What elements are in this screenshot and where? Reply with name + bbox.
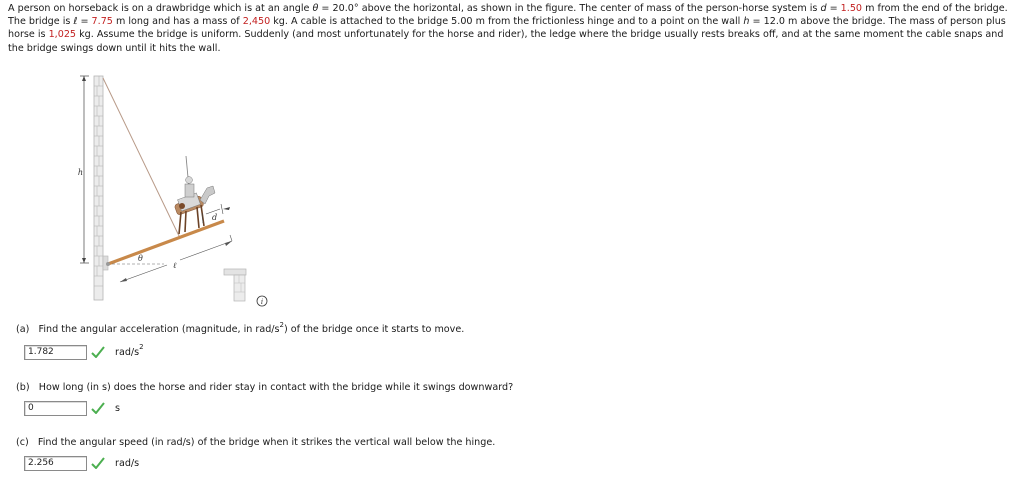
right-ledge <box>224 269 246 301</box>
cable <box>103 78 180 238</box>
bridge <box>106 221 224 266</box>
left-wall <box>94 76 108 300</box>
answer-input-c[interactable]: 2.256 <box>24 456 87 471</box>
answer-input-b[interactable]: 0 <box>24 401 87 416</box>
info-icon[interactable] <box>257 296 267 306</box>
label-theta: θ <box>138 254 143 263</box>
d-symbol: d <box>820 3 827 14</box>
check-icon <box>91 346 105 358</box>
height-dimension <box>78 76 89 263</box>
l-symbol: ℓ <box>73 16 78 28</box>
part-c-answer-row <box>24 455 139 471</box>
theta-symbol: θ <box>312 3 319 14</box>
horse-mass-value: 1,025 <box>48 29 77 41</box>
mass-value: 2,450 <box>242 16 271 28</box>
d-value: 1.50 <box>840 3 863 14</box>
problem-statement: A person on horseback is on a drawbridge which is at an angle θ = 20.0° above the horizontal, as shown in the figure. The center of mass of the person-horse system is d = 1.50 m from the end of the bridge. The bridge is ℓ = 7.75 m long and has a mass of 2,450 kg. A cable is attached to the bridge 5.00 m from the frictionless hinge and to a point on the wall h = 12.0 m above the bridge. The mass of person plus horse is 1,025 kg. Assume the bridge is uniform. Suddenly (and most unfortunately for the horse and rider), the ledge where the bridge usually rests breaks off, and at the same moment the cable snaps and the bridge swings down until it hits the wall. <box>8 3 1008 54</box>
h-symbol: h <box>743 16 750 28</box>
d-dimension <box>202 204 230 223</box>
part-c-question: (c) Find the angular speed (in rad/s) of the bridge when it strikes the vertical wall below the hinge. <box>16 437 496 448</box>
unit-a: rad/$s^2$ <box>115 343 144 358</box>
part-a-question: (a) Find the angular acceleration (magnitude, in rad/$s^2$) of the bridge once it starts to move. <box>16 320 465 335</box>
svg-text:i: i <box>260 298 264 306</box>
unit-c: rad/s <box>115 457 140 469</box>
length-dimension <box>120 235 232 282</box>
part-b-answer-row <box>24 400 120 416</box>
drawbridge-figure <box>72 68 282 308</box>
label-h: h <box>77 168 83 177</box>
check-icon <box>91 457 105 469</box>
part-b-question: (b) How long (in s) does the horse and rider stay in contact with the bridge while it swings downward? <box>16 382 514 393</box>
check-icon <box>91 402 105 414</box>
label-d: d <box>212 213 218 222</box>
horse-and-rider <box>174 156 218 234</box>
answer-input-a[interactable]: 1.782 <box>24 345 87 360</box>
part-a-answer-row <box>24 344 144 360</box>
label-l: ℓ <box>173 261 177 270</box>
l-value: 7.75 <box>91 16 113 28</box>
unit-b: s <box>115 402 120 414</box>
